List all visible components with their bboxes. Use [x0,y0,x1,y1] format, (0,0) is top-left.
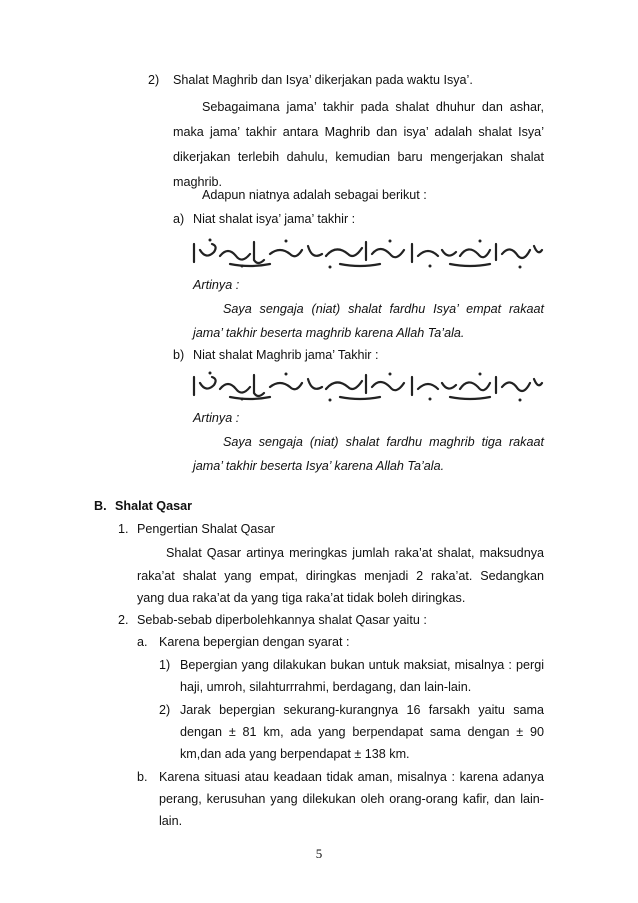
sub-sub-item-label: 2) [159,703,171,717]
arabic-calligraphy-icon [190,369,545,403]
arabic-niat-maghrib-image [190,369,545,403]
paragraph-line: perang, kerusuhan yang dilekukan oleh orang-orang kafir, dan lain- [159,792,544,806]
paragraph-line: Adapun niatnya adalah sebagai berikut : [202,188,427,202]
paragraph-line: raka’at shalat yang empat, diringkas menjadi 2 raka’at. Sedangkan [137,569,544,583]
artinya-label: Artinya : [193,411,240,425]
arabic-niat-isya-image [190,236,545,270]
sub-item-label: b. [137,770,148,784]
item-title: Pengertian Shalat Qasar [137,522,275,536]
sub-item-text: Niat shalat Maghrib jama’ Takhir : [193,348,379,362]
paragraph-line: dengan ± 81 km, ada yang berpendapat sama dengan ± 90 [180,725,544,739]
sub-sub-item-label: 1) [159,658,171,672]
page-number: 5 [315,846,323,861]
arabic-calligraphy-icon [190,236,545,270]
item-label: 2. [118,613,129,627]
paragraph-line: Bepergian yang dilakukan bukan untuk maksiat, misalnya : pergi [180,658,544,672]
translation-line: Saya sengaja (niat) shalat fardhu maghrib tiga rakaat [223,435,544,449]
paragraph-line: Jarak bepergian sekurang-kurangnya 16 farsakh yaitu sama [180,703,544,717]
sub-item-label: a. [137,635,148,649]
item-title: Sebab-sebab diperbolehkannya shalat Qasar yaitu : [137,613,427,627]
section-heading: Shalat Qasar [115,499,193,513]
item-label: 1. [118,522,129,536]
paragraph-line: km,dan ada yang berpendapat ± 138 km. [180,747,410,761]
sub-item-text: Niat shalat isya’ jama’ takhir : [193,212,356,226]
translation-line: Saya sengaja (niat) shalat fardhu Isya’ empat rakaat [223,302,544,316]
sub-item-label: b) [173,348,185,362]
translation-line: jama’ takhir beserta maghrib karena Allah Ta’ala. [193,326,465,340]
paragraph-line: maghrib. [173,175,222,189]
item-label: 2) [148,73,160,87]
sub-item-text: Karena bepergian dengan syarat : [159,635,350,649]
paragraph-line: haji, umroh, silahturrrahmi, berdagang, dan lain-lain. [180,680,472,694]
sub-item-label: a) [173,212,185,226]
paragraph-line: dikerjakan terlebih dahulu, kemudian baru mengerjakan shalat [173,150,544,164]
paragraph-line: lain. [159,814,183,828]
paragraph-line: Karena situasi atau keadaan tidak aman, misalnya : karena adanya [159,770,544,784]
paragraph-line: Sebagaimana jama’ takhir pada shalat dhuhur dan ashar, [202,100,544,114]
paragraph-line: yang dua raka’at da yang tiga raka’at tidak boleh diringkas. [137,591,466,605]
section-heading-label: B. [94,499,107,513]
translation-line: jama’ takhir beserta Isya’ karena Allah Ta’ala. [193,459,445,473]
paragraph-line: Shalat Qasar artinya meringkas jumlah raka’at shalat, maksudnya [166,546,544,560]
artinya-label: Artinya : [193,278,240,292]
paragraph-line: maka jama’ takhir antara Maghrib dan isya’ adalah shalat Isya’ [173,125,544,139]
item-title: Shalat Maghrib dan Isya’ dikerjakan pada waktu Isya’. [173,73,473,87]
